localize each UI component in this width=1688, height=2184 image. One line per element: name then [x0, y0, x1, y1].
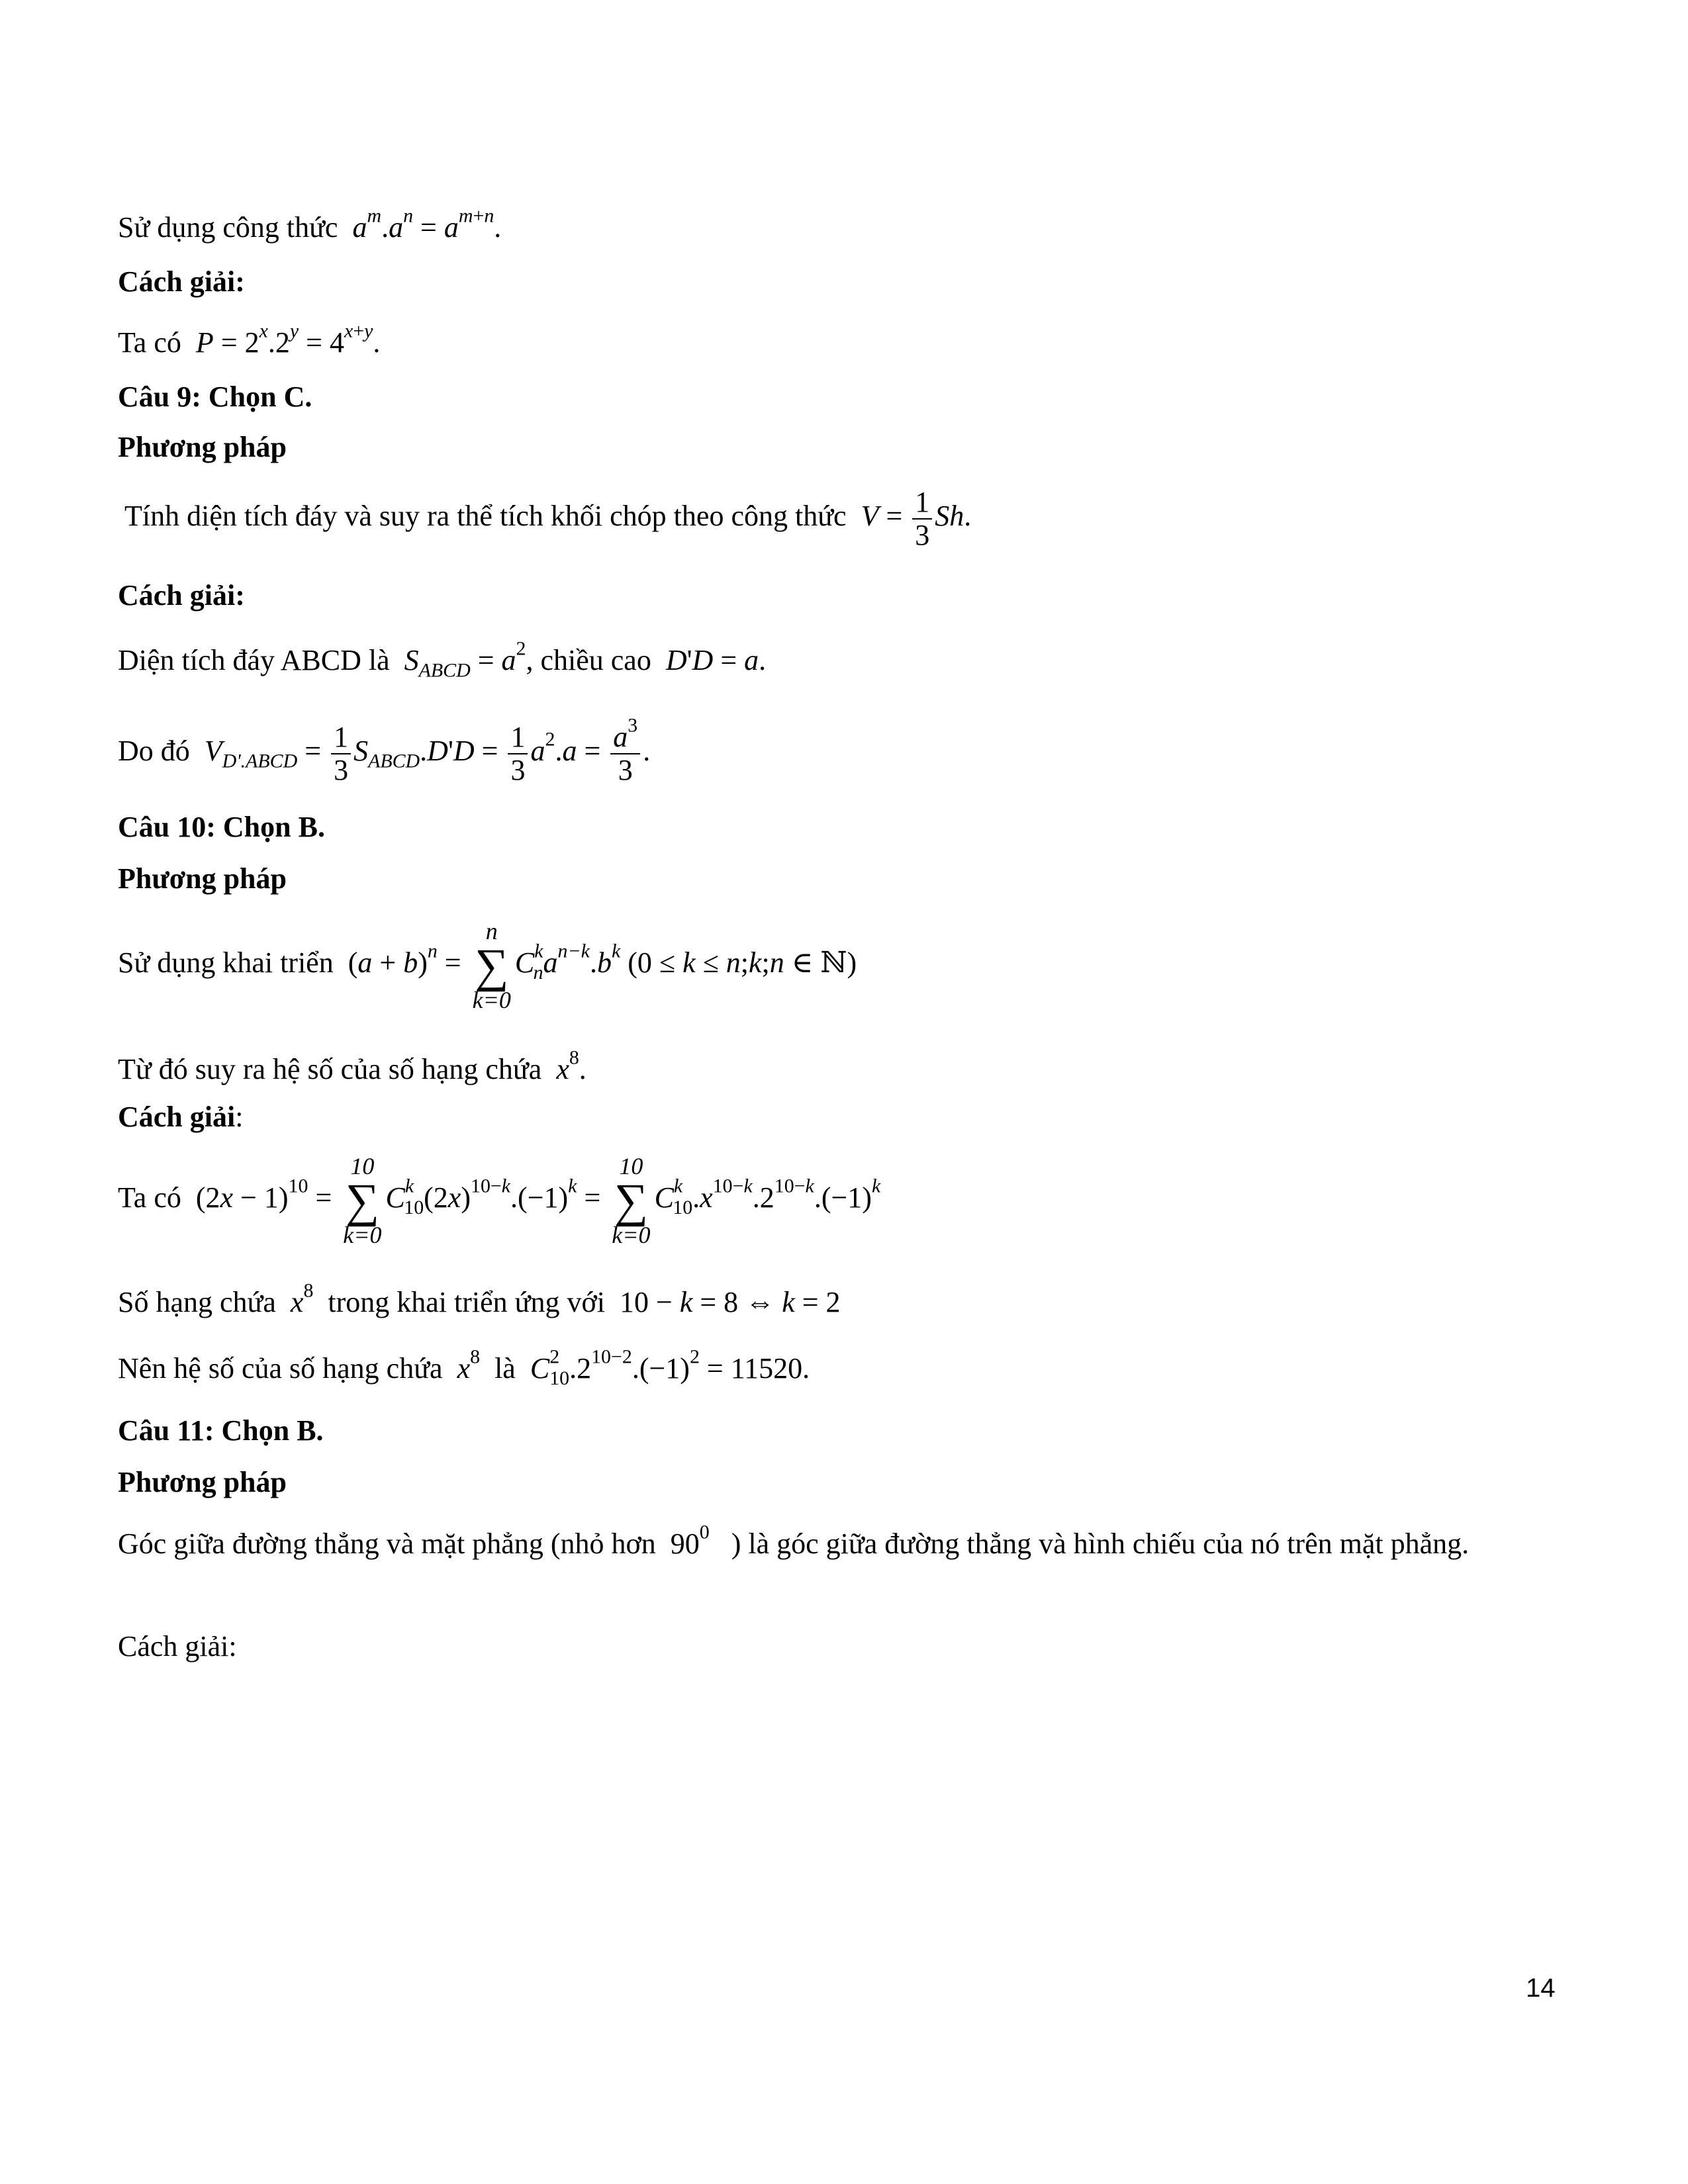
heading-cau-11: Câu 11: Chọn B.	[118, 1414, 324, 1447]
heading-cau-9: Câu 9: Chọn C.	[118, 381, 312, 413]
heading-text: Cách giải	[118, 1101, 236, 1133]
formula-height: D'D = a.	[665, 644, 767, 676]
heading-phuong-phap-9: Phương pháp	[118, 431, 287, 463]
text-line-coefficient-result	[118, 1345, 810, 1390]
formula-base-area: $S_{ABCD} = a^2$,	[404, 637, 534, 682]
formula-x8: $x^8$	[290, 1279, 314, 1318]
line-text: Tính diện tích đáy và suy ra thể tích khối chóp theo công thức	[124, 500, 847, 532]
formula-volume: V = $\frac{1}{3}$ Sh.	[861, 485, 972, 551]
text-line-ta-co	[118, 320, 381, 361]
line-text-a: Góc giữa đường thẳng và mặt phẳng (nhỏ hơn	[118, 1527, 656, 1560]
heading-phuong-phap-11: Phương pháp	[118, 1466, 287, 1498]
formula-p: $P = 2^x.2^y = 4^{x+y}$.	[195, 320, 381, 359]
heading-cach-giai-9: Cách giải:	[118, 579, 245, 612]
formula-expansion: $(2x - 1)^{10}$ = 10 ∑ k=0 $C^k_{10}(2x)^{10-k}.(-1)^k$ = 10 ∑ k=0 $C^k_{10}.x^{10-k}.2^{10-k}.(-1)^k$	[188, 1152, 881, 1249]
text-line-expansion	[118, 1148, 880, 1248]
text-line-coefficient	[118, 1046, 586, 1088]
text-line-formula-rule	[118, 205, 502, 246]
heading-cach-giai-10	[118, 1099, 243, 1136]
formula-power-product: $a^m.a^n = a^{m+n}$.	[352, 205, 502, 244]
heading-colon: :	[235, 1101, 244, 1133]
formula-k-equation: 10 − k = 8 ⇔ k = 2	[612, 1286, 841, 1318]
line-text: Do đó	[118, 735, 190, 767]
line-text-a: Nên hệ số của số hạng chứa	[118, 1352, 443, 1385]
formula-binomial: $(a + b)^n$ = n ∑ k=0 $C^k_na^{n-k}.b^k$ (0 ≤ k ≤ n;k;n ∈ ℕ)	[340, 917, 857, 1014]
page-number: 14	[1526, 1974, 1556, 2003]
line-text-b: là	[494, 1352, 516, 1385]
line-text: Ta có	[118, 1181, 181, 1214]
coefficient-value: 11520	[730, 1352, 803, 1385]
heading-cach-giai: Cách giải:	[118, 265, 245, 298]
line-text-a: Diện tích đáy ABCD là	[118, 644, 390, 676]
text-line-term-index	[118, 1279, 841, 1321]
formula-volume-result: $V_{D'.ABCD}$ = $\frac{1}{3}$ $S_{ABCD}.D'D$ = $\frac{1}{3}$ $a^2.a$ = $\frac{a^3}{3}$ .	[204, 714, 651, 786]
line-text: Từ đó suy ra hệ số của số hạng chứa	[118, 1053, 542, 1085]
text-line-base-area	[118, 637, 767, 682]
heading-phuong-phap-10: Phương pháp	[118, 862, 287, 895]
line-text-a: Số hạng chứa	[118, 1286, 276, 1318]
line-text: Sử dụng công thức	[118, 211, 338, 244]
text-line-binomial	[118, 913, 857, 1013]
formula-coefficient: $C^2_{10}.2^{10-2}.(-1)^2 = 11520$.	[530, 1345, 810, 1390]
line-text-b: ) là góc giữa đường thẳng và hình chiếu của nó trên mặt phẳng.	[731, 1527, 1470, 1560]
formula-90-degrees: $90^0$	[663, 1521, 710, 1560]
heading-cach-giai-11: Cách giải:	[118, 1630, 237, 1662]
text-line-volume-result	[118, 715, 650, 788]
text-paragraph-angle-definition	[118, 1521, 1568, 1565]
line-text-b: chiều cao	[540, 644, 651, 676]
formula-x8: $x^8$	[457, 1345, 481, 1385]
formula-x8: $x^8$.	[556, 1046, 586, 1085]
line-text: Ta có	[118, 326, 181, 359]
line-text-b: trong khai triển ứng với	[328, 1286, 605, 1318]
line-text: Sử dụng khai triển	[118, 946, 334, 979]
text-line-volume-rule	[124, 483, 971, 551]
heading-cau-10: Câu 10: Chọn B.	[118, 811, 325, 843]
